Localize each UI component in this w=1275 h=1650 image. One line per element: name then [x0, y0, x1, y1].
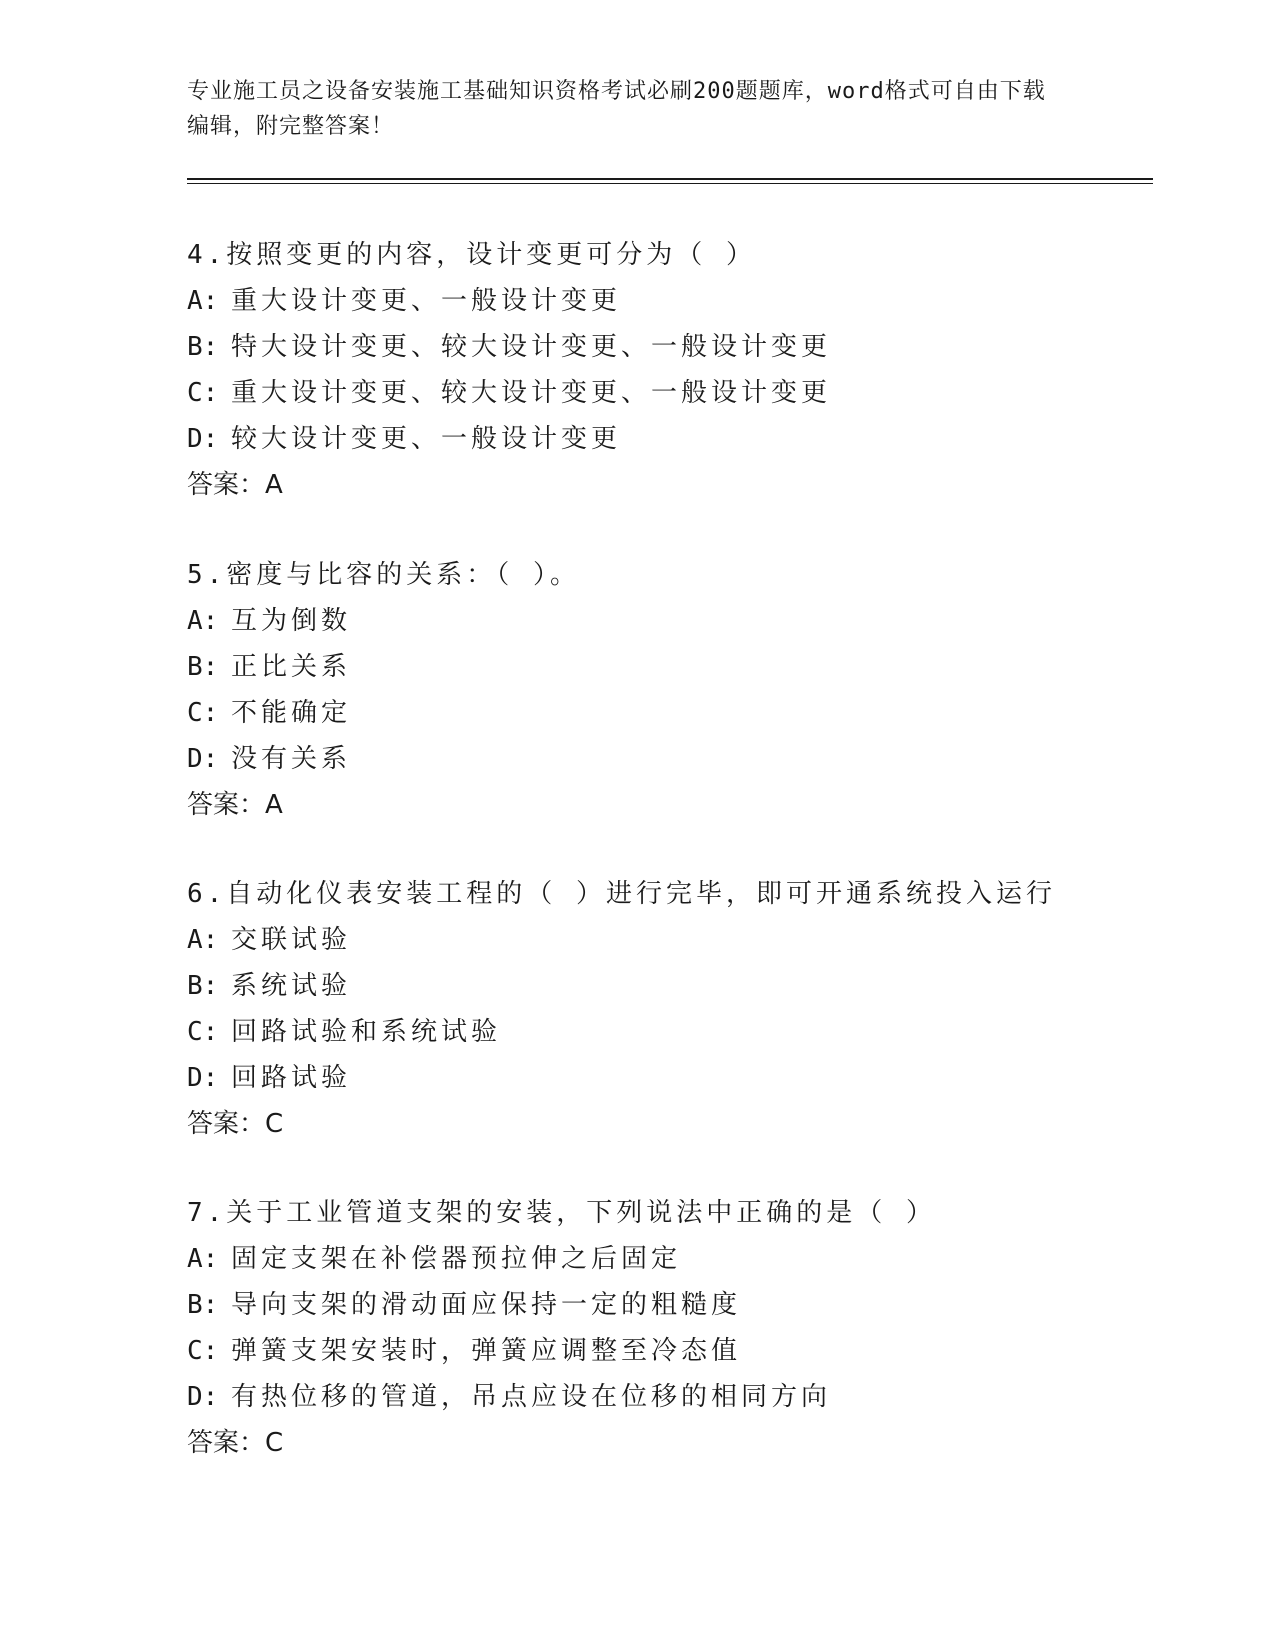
- option-text: 固定支架在补偿器预拉伸之后固定: [231, 1244, 682, 1274]
- question-stem: 6.自动化仪表安装工程的（ ）进行完毕，即可开通系统投入运行: [187, 879, 1056, 909]
- option-text: 弹簧支架安装时，弹簧应调整至冷态值: [231, 1336, 742, 1366]
- answer-line: 答案：C: [187, 1109, 284, 1139]
- option-key: C:: [187, 698, 219, 728]
- question-stem: 7.关于工业管道支架的安装，下列说法中正确的是（ ）: [187, 1198, 936, 1228]
- option-key: A:: [187, 925, 219, 955]
- option-key: D:: [187, 744, 219, 774]
- option-d: [187, 416, 1147, 462]
- option-text: 系统试验: [231, 971, 352, 1001]
- option-a: [187, 917, 1147, 963]
- option-text: 回路试验和系统试验: [231, 1017, 502, 1047]
- option-text: 较大设计变更、一般设计变更: [231, 424, 622, 454]
- option-key: C:: [187, 1017, 219, 1047]
- header-divider-thick: [187, 178, 1153, 180]
- option-text: 回路试验: [231, 1063, 352, 1093]
- option-key: A:: [187, 286, 219, 316]
- answer-line: 答案：C: [187, 1428, 284, 1458]
- question-stem: 4.按照变更的内容，设计变更可分为（ ）: [187, 240, 756, 270]
- option-b: [187, 324, 1147, 370]
- option-b: [187, 644, 1147, 690]
- option-c: [187, 1009, 1147, 1055]
- option-text: 不能确定: [231, 698, 352, 728]
- option-key: B:: [187, 971, 219, 1001]
- option-a: [187, 278, 1147, 324]
- option-key: B:: [187, 332, 219, 362]
- option-c: [187, 370, 1147, 416]
- option-key: C:: [187, 378, 219, 408]
- option-key: B:: [187, 1290, 219, 1320]
- option-key: D:: [187, 1382, 219, 1412]
- option-key: D:: [187, 1063, 219, 1093]
- question-block: [187, 1190, 1147, 1466]
- option-b: [187, 1282, 1147, 1328]
- option-a: [187, 1236, 1147, 1282]
- option-text: 导向支架的滑动面应保持一定的粗糙度: [231, 1290, 742, 1320]
- option-text: 正比关系: [231, 652, 352, 682]
- option-c: [187, 1328, 1147, 1374]
- option-key: A:: [187, 606, 219, 636]
- option-text: 互为倒数: [231, 606, 352, 636]
- option-b: [187, 963, 1147, 1009]
- option-key: A:: [187, 1244, 219, 1274]
- question-stem: 5.密度与比容的关系：（ ）。: [187, 560, 580, 590]
- option-text: 重大设计变更、一般设计变更: [231, 286, 622, 316]
- option-d: [187, 736, 1147, 782]
- option-a: [187, 598, 1147, 644]
- option-key: C:: [187, 1336, 219, 1366]
- option-c: [187, 690, 1147, 736]
- option-d: [187, 1374, 1147, 1420]
- answer-line: 答案：A: [187, 790, 283, 820]
- document-header: 专业施工员之设备安装施工基础知识资格考试必刷200题题库，word格式可自由下载编辑，附完整答案！: [187, 79, 1046, 139]
- option-text: 特大设计变更、较大设计变更、一般设计变更: [231, 332, 832, 362]
- option-text: 没有关系: [231, 744, 352, 774]
- question-block: [187, 552, 1147, 828]
- option-text: 重大设计变更、较大设计变更、一般设计变更: [231, 378, 832, 408]
- option-key: D:: [187, 424, 219, 454]
- question-block: [187, 871, 1147, 1147]
- question-block: [187, 232, 1147, 508]
- option-text: 交联试验: [231, 925, 352, 955]
- answer-line: 答案：A: [187, 470, 283, 500]
- option-d: [187, 1055, 1147, 1101]
- option-text: 有热位移的管道，吊点应设在位移的相同方向: [231, 1382, 832, 1412]
- header-divider-thin: [187, 183, 1153, 184]
- option-key: B:: [187, 652, 219, 682]
